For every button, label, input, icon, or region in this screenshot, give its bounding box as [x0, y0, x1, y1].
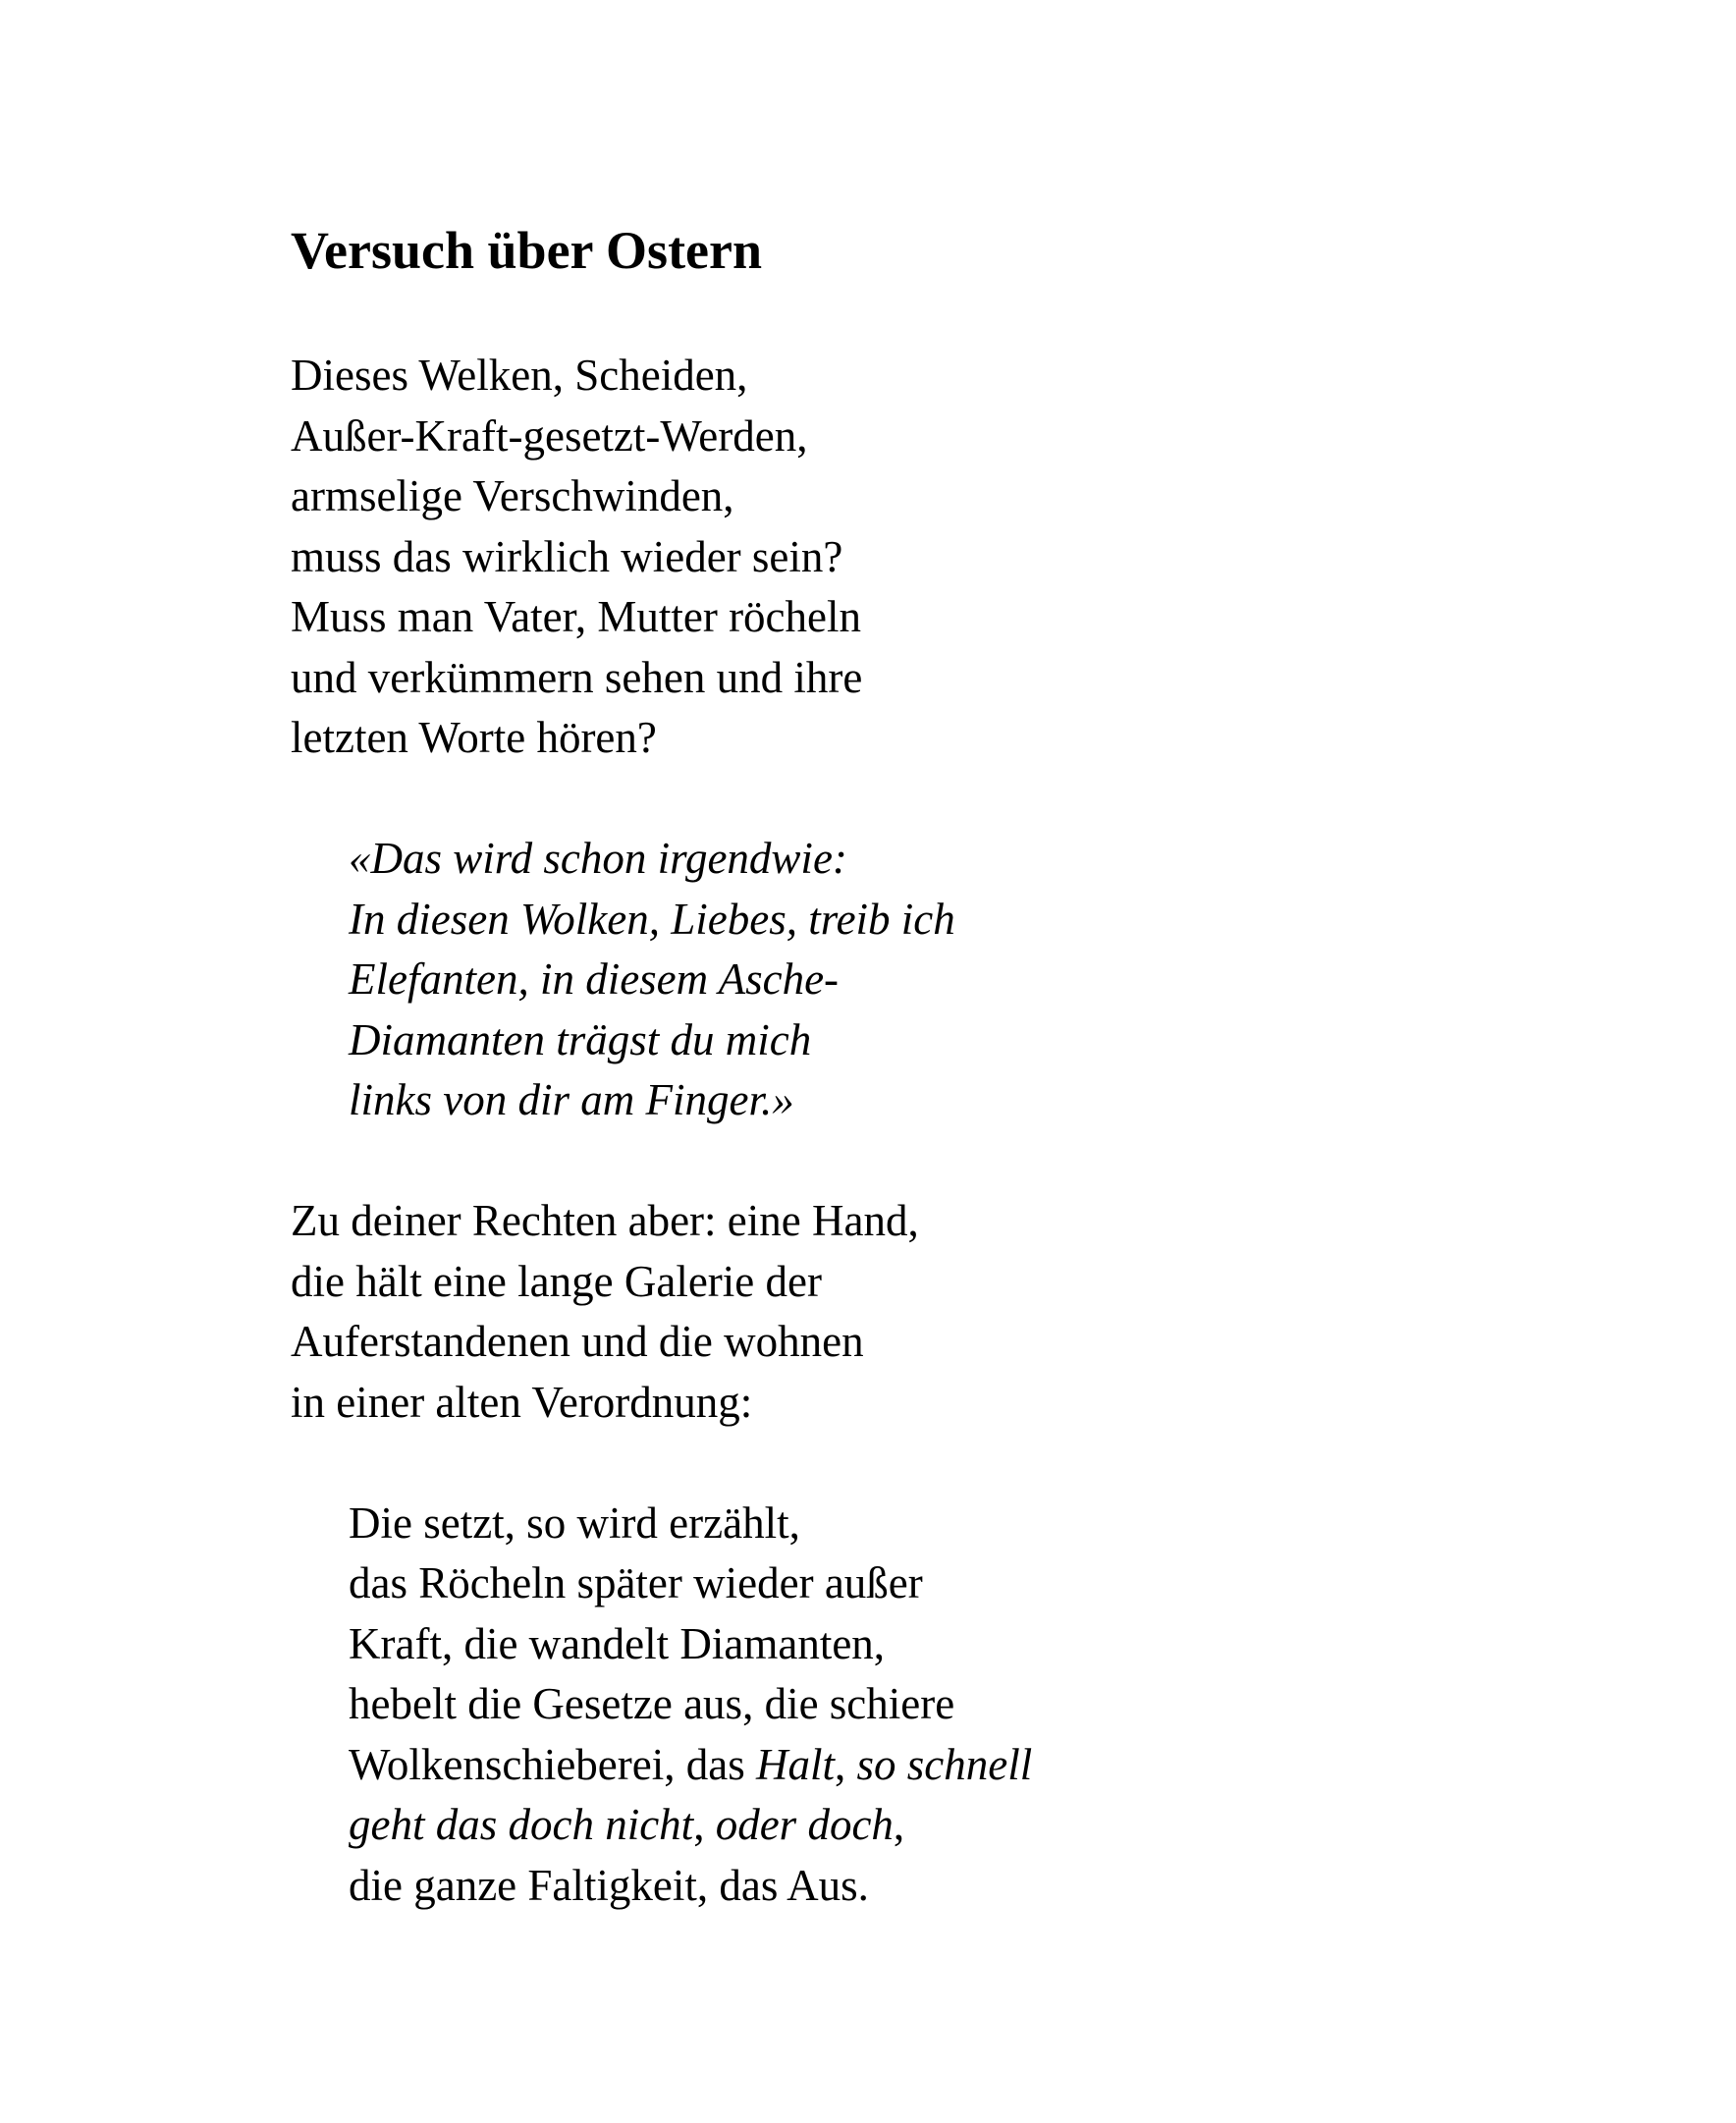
poem-line: [349, 1494, 1032, 1554]
poem-line: [349, 890, 1032, 951]
poem-body: [291, 346, 1032, 1977]
poem-line: [291, 1373, 1032, 1434]
italic-text: Diamanten trägst du mich: [349, 1014, 812, 1064]
italic-text: so schnell: [856, 1739, 1033, 1789]
poem-line: [349, 1070, 1032, 1131]
text: armselige Verschwinden,: [291, 471, 734, 520]
italic-text: oder doch: [715, 1800, 894, 1849]
text: in einer alten Verordnung:: [291, 1377, 753, 1427]
text: die hält eine lange Galerie der: [291, 1256, 822, 1306]
text: die ganze Faltigkeit, das Aus.: [349, 1860, 869, 1910]
poem-line: [291, 648, 1032, 709]
poem-line: [291, 1312, 1032, 1373]
poem-line: [291, 407, 1032, 467]
italic-text: Elefanten, in diesem Asche-: [349, 954, 840, 1004]
text: Wolkenschieberei, das: [349, 1739, 756, 1789]
poem-line: [291, 527, 1032, 588]
poem-line: [291, 708, 1032, 769]
poem-line: [349, 1856, 1032, 1917]
poem-line: [349, 1010, 1032, 1071]
stanza: [291, 1494, 1032, 1917]
italic-text: geht das doch nicht: [349, 1800, 694, 1849]
text: ,: [835, 1739, 857, 1789]
text: Kraft, die wandelt Diamanten,: [349, 1618, 886, 1668]
poem-line: [349, 1735, 1032, 1796]
text: und verkümmern sehen und ihre: [291, 652, 863, 702]
poem-line: [349, 1674, 1032, 1735]
text: Die setzt, so wird erzählt,: [349, 1497, 800, 1548]
poem-title: Versuch über Ostern: [291, 221, 763, 280]
italic-text: Halt: [755, 1739, 835, 1789]
italic-text: links von dir am Finger.»: [349, 1075, 794, 1124]
text: ,: [893, 1800, 905, 1849]
poem-line: [291, 1252, 1032, 1313]
poem-line: [291, 466, 1032, 527]
text: muss das wirklich wieder sein?: [291, 531, 843, 581]
poem-line: [349, 1795, 1032, 1856]
text: ,: [693, 1800, 716, 1849]
text: Muss man Vater, Mutter röcheln: [291, 592, 862, 641]
stanza: [291, 829, 1032, 1131]
stanza: [291, 346, 1032, 769]
text: Außer-Kraft-gesetzt-Werden,: [291, 410, 808, 461]
stanza: [291, 1191, 1032, 1433]
poem-line: [349, 1553, 1032, 1614]
text: Dieses Welken, Scheiden,: [291, 351, 748, 400]
poem-line: [291, 1191, 1032, 1252]
poem-line: [349, 950, 1032, 1010]
italic-text: In diesen Wolken, Liebes, treib ich: [349, 894, 955, 944]
text: das Röcheln später wieder außer: [349, 1558, 923, 1607]
text: Zu deiner Rechten aber: eine Hand,: [291, 1196, 919, 1245]
text: letzten Worte hören?: [291, 713, 657, 762]
poem-line: [349, 1614, 1032, 1675]
text: Auferstandenen und die wohnen: [291, 1317, 864, 1366]
italic-text: «Das wird schon irgendwie:: [349, 834, 847, 883]
poem-line: [291, 346, 1032, 407]
poem-line: [349, 829, 1032, 890]
text: hebelt die Gesetze aus, die schiere: [349, 1679, 955, 1728]
poem-line: [291, 587, 1032, 648]
